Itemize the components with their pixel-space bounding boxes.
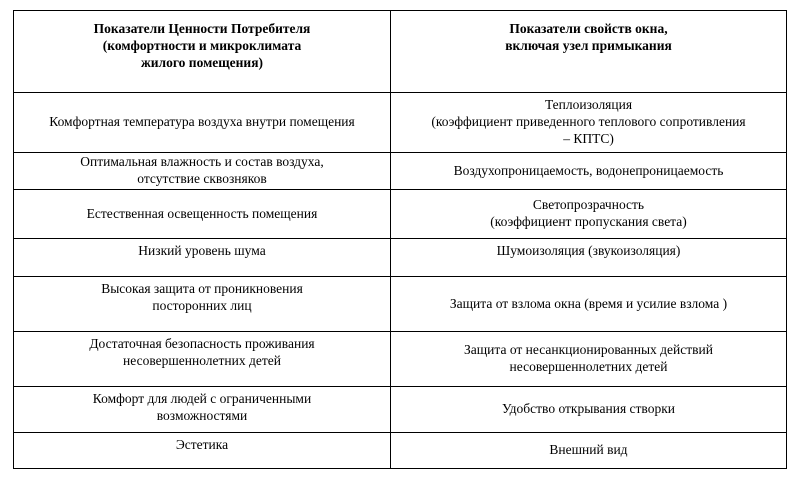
row-left-line: Оптимальная влажность и состав воздуха, <box>80 154 324 170</box>
header-row <box>14 11 787 93</box>
row-left-cell <box>14 433 391 469</box>
row-right-cell <box>391 387 787 433</box>
table-row <box>14 332 787 387</box>
header-left-line: Показатели Ценности Потребителя <box>93 21 311 36</box>
table-row <box>14 190 787 239</box>
row-left-line: Комфортная температура воздуха внутри помещения <box>49 114 355 130</box>
row-right-cell <box>391 153 787 190</box>
row-left-cell <box>14 190 391 239</box>
row-right-cell <box>391 190 787 239</box>
row-left-cell <box>14 277 391 332</box>
table-row <box>14 433 787 469</box>
row-right-line: – КПТС) <box>563 130 614 146</box>
table-row <box>14 387 787 433</box>
row-left-line: несовершеннолетних детей <box>123 352 281 368</box>
row-left-cell <box>14 332 391 387</box>
header-right-line: Показатели свойств окна, <box>509 21 668 36</box>
table-row <box>14 93 787 153</box>
row-right-line: Удобство открывания створки <box>502 401 675 417</box>
row-right-cell <box>391 239 787 277</box>
table-row <box>14 277 787 332</box>
header-left-cell <box>14 11 391 93</box>
row-left-line: отсутствие сквозняков <box>137 171 267 186</box>
row-left-cell <box>14 93 391 153</box>
row-right-line: Светопрозрачность <box>532 197 645 213</box>
row-right-line: Защита от несанкционированных действий <box>464 342 713 358</box>
header-left-line: жилого помещения) <box>140 54 263 70</box>
header-right-line: включая узел примыкания <box>505 37 672 53</box>
row-right-line: Воздухопроницаемость, водонепроницаемость <box>453 162 724 178</box>
row-right-cell <box>391 93 787 153</box>
row-right-line: Шумоизоляция (звукоизоляция) <box>496 243 681 258</box>
row-left-line: посторонних лиц <box>152 297 252 313</box>
comparison-table <box>13 10 787 469</box>
row-left-line: Эстетика <box>175 437 229 452</box>
row-right-cell <box>391 277 787 332</box>
row-left-cell <box>14 387 391 433</box>
row-left-line: Высокая защита от проникновения <box>101 281 303 296</box>
row-right-cell <box>391 332 787 387</box>
header-right-cell <box>391 11 787 93</box>
row-right-cell <box>391 433 787 469</box>
row-left-line: Комфорт для людей с ограниченными <box>92 391 312 406</box>
row-left-cell <box>14 239 391 277</box>
row-left-cell <box>14 153 391 190</box>
row-right-line: несовершеннолетних детей <box>509 359 668 374</box>
row-right-line: Защита от взлома окна (время и усилие взлома ) <box>449 295 728 311</box>
row-left-line: Низкий уровень шума <box>138 243 266 258</box>
row-left-line: Достаточная безопасность проживания <box>89 336 315 351</box>
table-row <box>14 239 787 277</box>
header-left-line: (комфортности и микроклимата <box>102 37 302 53</box>
row-right-line: (коэффициент приведенного теплового сопротивления <box>431 114 746 130</box>
table-row <box>14 153 787 190</box>
row-right-line: Теплоизоляция <box>544 97 633 113</box>
row-right-line: (коэффициент пропускания света) <box>490 214 687 229</box>
row-left-line: возможностями <box>156 407 248 423</box>
row-left-line: Естественная освещенность помещения <box>86 205 318 221</box>
row-right-line: Внешний вид <box>549 442 628 458</box>
